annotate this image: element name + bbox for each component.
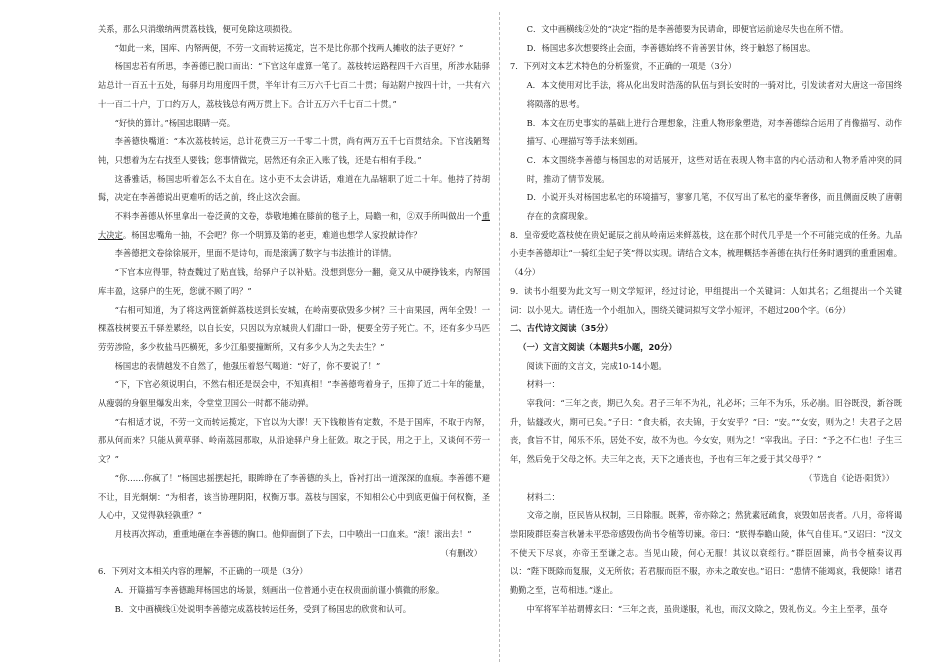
paragraph: 杨国忠若有所思，李善德已脱口而出：“下官这年虚算一笔了。荔枝转运路程四千六百里，所涉水陆驿站总计一百五十五处，每驿月均用度四千贯，半年计有三万六千七百二十贯；每站附户按四十计，一共有六十一百二十户，丁口约万人，荔枝钱总有两万贯上下。合计五万六千七百二十贯。” (98, 61, 490, 109)
paragraph: “下官本应得罪，特查魏过了贴直钱，给驿户子以补贴。没想到您分一翻，竟又从中硬挣钱来，内帑国库丰盈，这驿户的生死，您就不顾了吗？” (98, 267, 490, 296)
question-6-option-c: C．文中画横线②处的“决定”指的是李善德要为民请命，即便官运前途尽失也在所不惜。 (526, 24, 849, 34)
question-6-option-a: A．开篇描写李善德跪拜杨国忠的场景，刻画出一位普通小吏在权贵面前谨小慎微的形象。 (114, 585, 445, 596)
material-text-continued: 中军将军羊祜谓傅玄曰：“三年之丧，虽贵遂服，礼也，而汉文除之，毁礼伤义。今主上至孝，虽夺 (526, 603, 888, 614)
section-heading: 二、古代诗文阅读（35分） (510, 323, 613, 334)
column-divider (499, 12, 500, 662)
question-7-option-c: C．本文围绕李善德与杨国忠的对话展开，这些对话在表现人物丰富的内心活动和人物矛盾冲突的同时，推动了情节发展。 (526, 154, 902, 184)
subsection-heading: （一）文言文阅读（本题共5小题，20分） (518, 341, 677, 352)
question-7-option-a: A．本文使用对比手法，将从化出发时浩荡的队伍与到长安时的一骑对比，引发读者对大唐这一帝国终将陨落的思考。 (526, 80, 902, 109)
material-text: 宰我问：“三年之丧，期已久矣。君子三年不为礼，礼必坏；三年不为乐，乐必崩。旧谷既没，新谷既升，钻燧改火，期可已矣。”子曰：“食夫稻，衣夫锦，于女安乎？”曰：“安。”“女安，则为之！夫君子之居丧，食旨不甘，闻乐不乐，居处不安，故不为也。今女安，则为之！”宰我出。子曰：“予之不仁也！子生三年，然后免于父母之怀。夫三年之丧，天下之通丧也，予也有三年之爱于其父母乎？” (510, 398, 902, 465)
question-7-option-b: B．本文在历史事实的基础上进行合理想象，注重人物形象塑造，对李善德综合运用了肖像描写、动作描写、心理描写等手法来刻画。 (526, 117, 902, 147)
question-8: 8．皇帝爱吃荔枝使在贵妃诞辰之前从岭南运来鲜荔枝，这在那个时代几乎是一个不可能完成的任务。九品小吏李善德却让“一骑红尘妃子笑”得以实现。请结合文本，梳理概括李善德在执行任务时遇到的重重困难。（4分） (510, 229, 902, 278)
instruction: 阅读下面的文言文，完成10-14小题。 (526, 360, 667, 371)
material-text: 文帝之崩，臣民皆从权制，三日除服。既葬，帝亦除之；然犹素冠疏食，哀毁如居丧者。八月，帝将谒崇阳陵群臣奏言秋暑未平恐帝感毁伤尚书令植等切谏。帝曰：“朕得奉瞻山陵，体气自佳耳。”又诏曰：“汉文不使天下尽哀，亦帝王至谦之志。当见山陵，何心无服！其议以衰绖行。”群臣固谏，尚书令植奏议再以：“陛下既除而复服，义无所依；若君服而臣不服，亦未之敢安也。”诏曰：“患情不能竭哀，我便除！诸君勤勤之至，岂苟相违。”遂止。 (510, 510, 902, 596)
paragraph: “下，下官必须说明白，不然右相还是误会中，不知真相！”李善德弯着身子，压抑了近二十年的能量，从瘦弱的身躯里爆发出来，令堂堂卫国公一时都不能动弹。 (98, 379, 490, 409)
paragraph-underlined: 不料李善德从怀里拿出一卷泛黄的文卷，恭敬地摊在膝前的毯子上，局瞻一和，②双手所叫做出一个重大决定。杨国忠嘴角一抽，不会吧？你一个明算及第的老吏，难道也想学人家投献诗作？ (98, 211, 490, 240)
underlined-phrase: 重大决定 (98, 211, 490, 240)
question-6-option-b: B．文中画横线①处说明李善德完成荔枝转运任务，受到了杨国忠的欣赏和认可。 (114, 603, 412, 614)
material-label: 材料一： (526, 379, 560, 390)
paragraph: “右相可知道，为了将这两筐新鲜荔枝送到长安城，在岭南要砍毁多少树？三十亩果园，两年全毁！一棵荔枝树要五千驿差累经，以自长安，只因以为京城贵人们甜口一卧，便要全劳子死亡。不，还有多少马匹劳劳涉险，多少枚盐马匹横死，多少江船要撞断所，又有多少人为之失去生？” (98, 304, 490, 352)
question-9: 9．读书小组要为此文写一则文学短评，经过讨论，甲组提出一个关键词：人如其名；乙组提出一个关键词：以小见大。请任选一个小组加入，围绕关键词拟写文学小短评，不超过200个字。（6分） (510, 285, 902, 315)
paragraph: “如此一来，国库、内帑两便，不劳一文而转运揽定，岂不是比你那个找两人摊收的法子更好？” (114, 42, 464, 53)
paragraph: 李善德快嘴道：“本次荔枝转运，总计花费三万一千零二十贯，尚有两万五千七百贯结余。下官浅陋驽钝，只想着为左右找至人要钱；您事情做完，居然还有余正入账了钱，还是右相有手段。” (98, 136, 490, 165)
paragraph: 杨国忠的表情越发不自然了，他强压着怒气喝道：“好了，你不要说了！” (114, 360, 381, 371)
question-7-stem: 7．下列对文本艺术特色的分析鉴赏，不正确的一项是（3分） (510, 61, 737, 72)
question-7-option-d: D．小说开头对杨国忠私宅的环境描写，寥寥几笔，不仅写出了私宅的豪华奢侈，而且侧面反映了唐朝存在的贪腐现象。 (526, 192, 902, 222)
question-6-option-d: D．杨国忠多次想要终止会面，李善德始终不肯善罢甘休，终于触怒了杨国忠。 (526, 42, 816, 53)
paragraph: “右相适才说，不劳一文而转运揽定，下官以为大谬！天下钱粮皆有定数，不是于国库，不取于内帑，那从何而来？只能从黄草驿、岭南荔园那取，从沿途驿户身上征敛。取之于民，用之于上，又谈何不劳一文？” (98, 416, 490, 465)
paragraph: “好快的算计。”杨国忠眼睛一亮。 (114, 117, 236, 128)
paragraph: 这番雅话，杨国忠听着怎么不太自在。这小吏不太会讲话，难道在九品辖职了近二十年。他持了持胡髯，决定在李善德说出更难听的话之前，终止这次会面。 (98, 173, 490, 203)
source-note: （节选自《论语·阳货》） (804, 472, 894, 483)
material-label: 材料二： (526, 491, 560, 502)
paragraph: 月枝再次挥动，重重地砸在李善德的胸口。他仰面倒了下去，口中喷出一口血来。“滚！滚出去！” (114, 528, 472, 539)
right-column (510, 20, 902, 619)
left-column (98, 20, 490, 619)
question-6-stem: 6．下列对文本相关内容的理解，不正确的一项是（3分） (98, 566, 308, 577)
paragraph: “你……你疯了！”杨国忠摇摆起托，眼眸睁在了李善德的头上，昏衬打出一道深深的血痕。李善德不避不让，目光炯炯：“为相者，该当协理阴阳，权衡万事。荔枝与国家，不知相公心中到底更偏于何权衡，圣人心中，又觉得孰轻孰重？” (98, 472, 490, 521)
paragraph: 李善德把文卷徐徐展开，里面不是诗句，而是滚满了数字与韦法推计的详情。 (114, 248, 397, 259)
source-note: （有删改） (440, 547, 482, 558)
paragraph: 关系，那么只消缴纳两贯荔枝钱，便可免除这项损役。 (98, 24, 298, 34)
